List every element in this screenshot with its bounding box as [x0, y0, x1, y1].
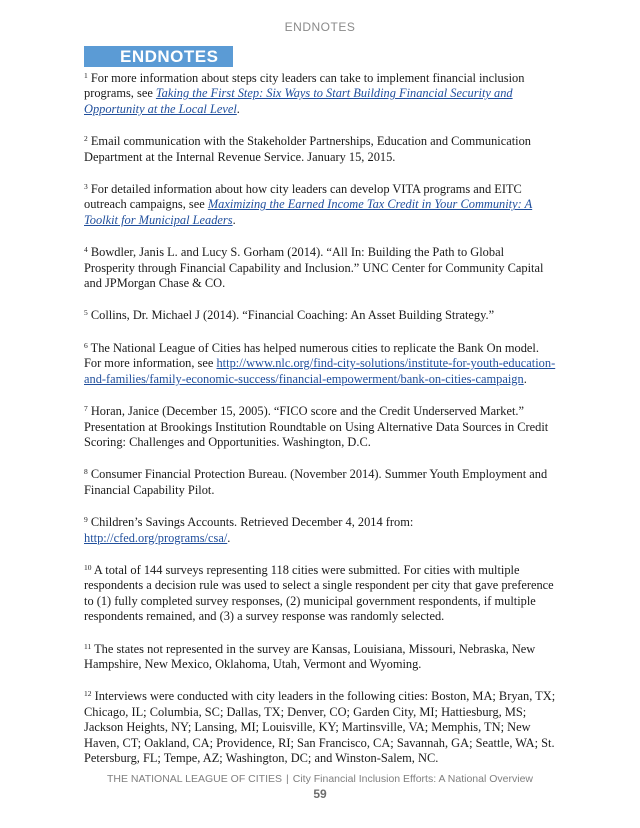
footer	[0, 773, 640, 785]
endnote-text: The National League of Cities has helped numerous cities to replicate the Bank On model. For more information, see	[84, 340, 539, 371]
endnote-text: Collins, Dr. Michael J (2014). “Financial Coaching: An Asset Building Strategy.”	[90, 308, 495, 323]
endnote-text: Interviews were conducted with city leaders in the following cities: Boston, MA; Bryan, TX; Chicago, IL; Columbia, SC; Dallas, TX; Denver, CO; Garden City, MI; Hattiesburg, MS; Jackson Heights, NY; Lansing, MI; Louisville, KY; Martinsville, VA; Memphis, TN; New Haven, CT; Oakland, CA; Providence, RI; San Francisco, CA; Savannah, GA; Seattle, WA; St. Petersburg, FL; Tempe, AZ; Washington, DC; and Winston-Salem, NC.	[84, 689, 556, 765]
endnote-text: Children’s Savings Accounts. Retrieved December 4, 2014 from:	[90, 515, 414, 530]
endnote-number: 1	[84, 71, 88, 80]
endnote-number: 4	[84, 245, 88, 255]
endnote-text: Email communication with the Stakeholder Partnerships, Education and Communication Department at the Internal Revenue Service. January 15, 2015.	[84, 134, 531, 164]
endnote-link[interactable]: Maximizing the Earned Income Tax Credit in Your Community: A Toolkit for Municipal Leaders	[84, 197, 533, 227]
endnote-number: 12	[84, 689, 92, 699]
endnote-1	[84, 71, 556, 117]
endnote-3	[84, 182, 556, 228]
endnote-link[interactable]: Taking the First Step: Six Ways to Start Building Financial Security and Opportunity at the Local Level	[84, 86, 513, 116]
endnote-text-end: .	[232, 212, 236, 227]
endnote-text: For more information about steps city leaders can take to implement financial inclusion programs, see	[84, 71, 525, 101]
endnote-number: 5	[84, 308, 88, 318]
endnote-text: Consumer Financial Protection Bureau. (November 2014). Summer Youth Employment and Financial Capability Pilot.	[84, 467, 548, 497]
endnote-link[interactable]: http://www.nlc.org/find-city-solutions/institute-for-youth-education-and-families/family-economic-success/financial-empowerment/bank-on-cities-campaign	[84, 356, 556, 386]
endnote-6	[84, 341, 556, 387]
endnote-number: 10	[84, 562, 92, 572]
endnote-text: Bowdler, Janis L. and Lucy S. Gorham (2014). “All In: Building the Path to Global Prosperity through Financial Capability and Inclusion.” UNC Center for Community Capital and JPMorgan Chase & CO.	[84, 245, 544, 291]
endnote-text-end: .	[236, 101, 240, 116]
endnote-10	[84, 563, 556, 625]
endnote-link[interactable]: http://cfed.org/programs/csa/	[84, 530, 228, 545]
endnotes-list	[84, 71, 556, 783]
endnote-7	[84, 404, 556, 450]
endnote-12	[84, 689, 556, 766]
endnote-number: 8	[84, 467, 88, 477]
endnote-number: 6	[84, 340, 88, 350]
footer-separator: |	[286, 773, 289, 785]
endnote-number: 3	[84, 182, 88, 192]
endnote-4	[84, 245, 556, 291]
page-number: 59	[313, 787, 327, 801]
endnote-number: 2	[84, 134, 88, 144]
section-title: ENDNOTES	[84, 46, 233, 67]
footer-report-title: City Financial Inclusion Efforts: A National Overview	[292, 773, 533, 785]
endnote-2	[84, 134, 556, 165]
endnote-11	[84, 642, 556, 673]
endnote-text: A total of 144 surveys representing 118 cities were submitted. For cities with multiple respondents a decision rule was used to select a single respondent per city that gave preference to (1) fully completed survey responses, (2) municipal government respondents, if multiple respondents remained, and (3) a survey response was randomly selected.	[84, 562, 554, 624]
running-head: ENDNOTES	[284, 20, 356, 34]
footer-org: THE NATIONAL LEAGUE OF CITIES	[106, 773, 283, 785]
endnote-text-end: .	[523, 371, 527, 386]
endnote-text: Horan, Janice (December 15, 2005). “FICO score and the Credit Underserved Market.” Presentation at Brookings Institution Roundtable on Using Alternative Data Sources in Credit Scoring: Challenges and Opportunities. Washington, D.C.	[84, 404, 549, 449]
endnote-5	[84, 308, 556, 323]
endnote-9	[84, 515, 556, 546]
endnote-number: 11	[84, 641, 92, 651]
endnote-number: 9	[84, 515, 88, 525]
endnote-8	[84, 467, 556, 498]
endnote-number: 7	[84, 404, 88, 414]
endnote-text-end: .	[227, 530, 231, 545]
endnote-text: For detailed information about how city leaders can develop VITA programs and EITC outreach campaigns, see	[84, 182, 522, 212]
endnote-text: The states not represented in the survey are Kansas, Louisiana, Missouri, Nebraska, New Hampshire, New Mexico, Oklahoma, Utah, Vermont and Wyoming.	[84, 641, 536, 671]
